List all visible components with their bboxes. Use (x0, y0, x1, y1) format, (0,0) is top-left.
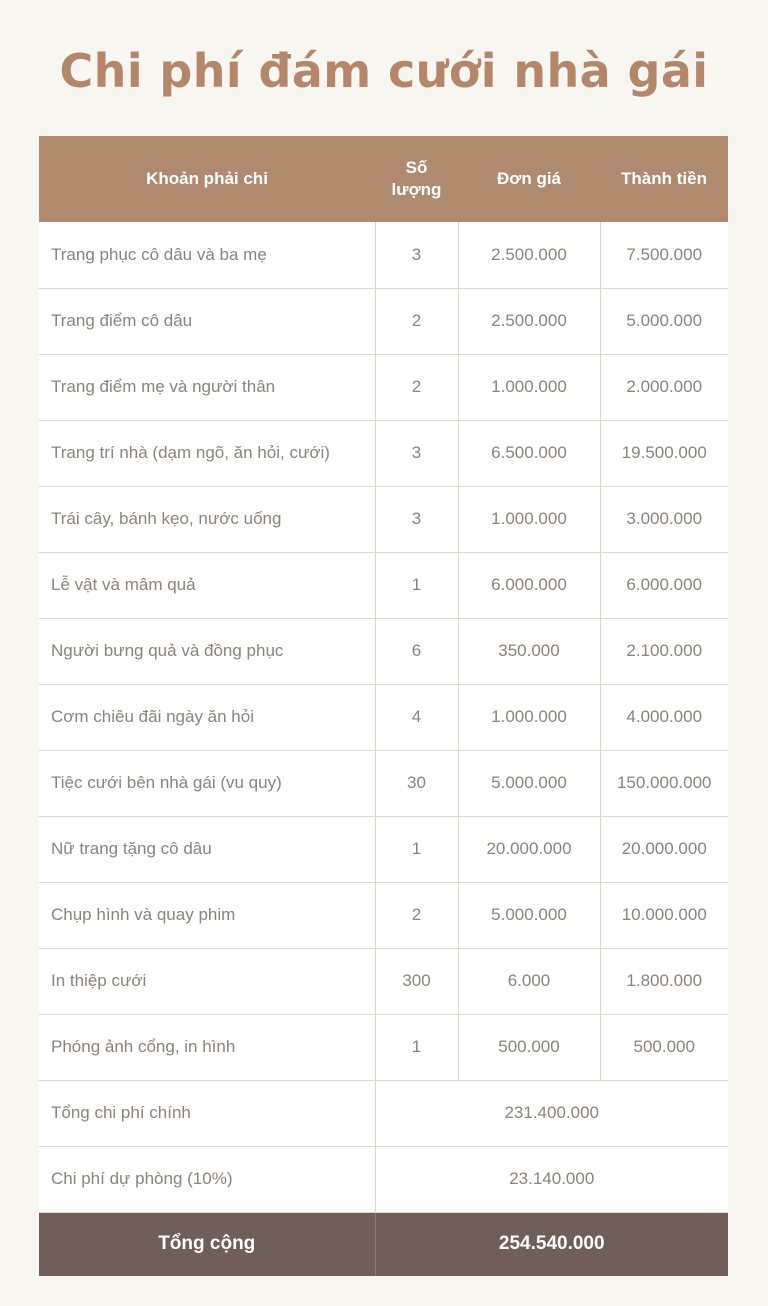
cell-grand-total-label: Tổng cộng (39, 1212, 375, 1276)
cell-quantity: 2 (375, 288, 458, 354)
cell-item: Người bưng quả và đồng phục (39, 618, 375, 684)
column-header-item: Khoản phải chi (146, 169, 268, 188)
table-row (39, 288, 728, 354)
cell-item: Tiệc cưới bên nhà gái (vu quy) (39, 750, 375, 816)
cell-unit-price: 20.000.000 (458, 816, 600, 882)
cell-unit-price: 1.000.000 (458, 354, 600, 420)
table-row (39, 618, 728, 684)
cell-item: Trang phục cô dâu và ba mẹ (39, 222, 375, 288)
cell-item: Trang trí nhà (dạm ngõ, ăn hỏi, cưới) (39, 420, 375, 486)
table-header-row (39, 136, 728, 222)
cell-amount: 10.000.000 (600, 882, 728, 948)
cell-item: Cơm chiêu đãi ngày ăn hỏi (39, 684, 375, 750)
cell-quantity: 6 (375, 618, 458, 684)
table-row (39, 882, 728, 948)
cell-unit-price: 2.500.000 (458, 222, 600, 288)
cell-amount: 20.000.000 (600, 816, 728, 882)
cell-unit-price: 1.000.000 (458, 684, 600, 750)
cell-quantity: 3 (375, 420, 458, 486)
table-row (39, 354, 728, 420)
table-row (39, 552, 728, 618)
cell-quantity: 300 (375, 948, 458, 1014)
cell-item: Trang điểm mẹ và người thân (39, 354, 375, 420)
cell-amount: 19.500.000 (600, 420, 728, 486)
cell-amount: 6.000.000 (600, 552, 728, 618)
cell-amount: 7.500.000 (600, 222, 728, 288)
cell-amount: 4.000.000 (600, 684, 728, 750)
cell-unit-price: 6.500.000 (458, 420, 600, 486)
page-title: Chi phí đám cưới nhà gái (59, 44, 709, 98)
cost-table (39, 136, 728, 1276)
column-header-quantity-line2: lượng (391, 180, 442, 199)
cell-unit-price: 500.000 (458, 1014, 600, 1080)
cell-summary-label: Chi phí dự phòng (10%) (39, 1146, 375, 1212)
cell-amount: 1.800.000 (600, 948, 728, 1014)
cell-quantity: 2 (375, 354, 458, 420)
table-row (39, 948, 728, 1014)
cell-quantity: 2 (375, 882, 458, 948)
cell-summary-value: 23.140.000 (375, 1146, 728, 1212)
cell-unit-price: 6.000.000 (458, 552, 600, 618)
cell-unit-price: 5.000.000 (458, 882, 600, 948)
cell-quantity: 1 (375, 1014, 458, 1080)
cell-unit-price: 1.000.000 (458, 486, 600, 552)
table-body (39, 222, 728, 1276)
table-row (39, 750, 728, 816)
column-header-quantity (375, 136, 458, 222)
cost-table-container (39, 136, 728, 1276)
cell-quantity: 1 (375, 552, 458, 618)
cell-amount: 2.100.000 (600, 618, 728, 684)
cell-amount: 3.000.000 (600, 486, 728, 552)
cell-amount: 2.000.000 (600, 354, 728, 420)
grand-total-row (39, 1212, 728, 1276)
cell-quantity: 3 (375, 486, 458, 552)
cell-item: In thiệp cưới (39, 948, 375, 1014)
cell-quantity: 3 (375, 222, 458, 288)
cell-grand-total-value: 254.540.000 (498, 1233, 605, 1255)
cell-item: Lễ vật và mâm quả (39, 552, 375, 618)
summary-row-contingency (39, 1146, 728, 1212)
cell-summary-label: Tổng chi phí chính (39, 1080, 375, 1146)
cell-amount: 500.000 (600, 1014, 728, 1080)
cell-summary-value: 231.400.000 (375, 1080, 728, 1146)
table-header (39, 136, 728, 222)
cell-item: Chụp hình và quay phim (39, 882, 375, 948)
cell-unit-price: 2.500.000 (458, 288, 600, 354)
cell-unit-price: 6.000 (458, 948, 600, 1014)
cell-item: Trái cây, bánh kẹo, nước uống (39, 486, 375, 552)
table-row (39, 222, 728, 288)
table-row (39, 684, 728, 750)
cell-item: Nữ trang tặng cô dâu (39, 816, 375, 882)
table-row (39, 816, 728, 882)
cell-quantity: 4 (375, 684, 458, 750)
cell-unit-price: 5.000.000 (458, 750, 600, 816)
table-row (39, 420, 728, 486)
cell-item: Trang điểm cô dâu (39, 288, 375, 354)
table-row (39, 1014, 728, 1080)
table-row (39, 486, 728, 552)
summary-row-subtotal (39, 1080, 728, 1146)
page-title-container (0, 44, 768, 98)
column-header-amount: Thành tiền (621, 169, 707, 188)
cell-amount: 150.000.000 (600, 750, 728, 816)
column-header-quantity-line1: Số (405, 158, 428, 177)
cell-amount: 5.000.000 (600, 288, 728, 354)
cell-quantity: 1 (375, 816, 458, 882)
cell-quantity: 30 (375, 750, 458, 816)
column-header-unit-price: Đơn giá (496, 169, 562, 188)
cell-item: Phóng ảnh cổng, in hình (39, 1014, 375, 1080)
cell-unit-price: 350.000 (458, 618, 600, 684)
